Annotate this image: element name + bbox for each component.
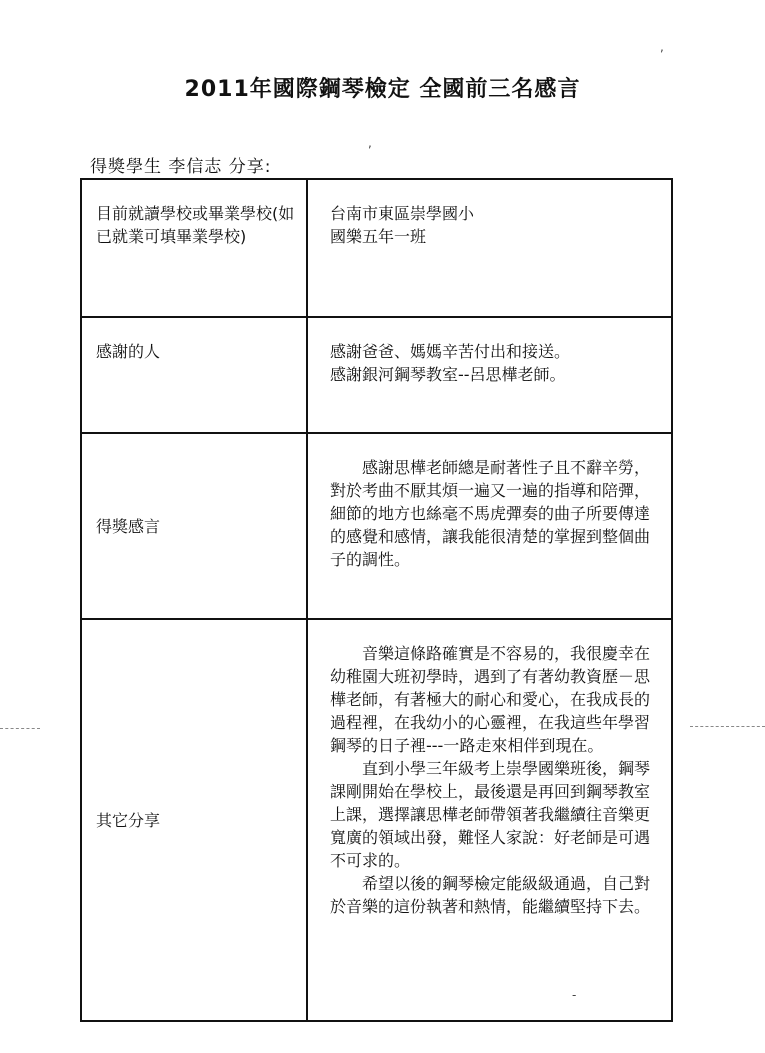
school-value <box>307 179 672 317</box>
thanks-line: 感謝爸爸、媽媽辛苦付出和接送。 <box>330 342 571 361</box>
page-title: 2011年國際鋼琴檢定 全國前三名感言 <box>184 77 581 102</box>
table-row <box>81 317 672 433</box>
sharer-line: 得獎學生 李信志 分享: <box>90 157 272 177</box>
other-label: 其它分享 <box>81 619 307 1021</box>
thanks-line: 感謝銀河鋼琴教室--呂思樺老師。 <box>330 365 566 384</box>
scan-speck: - <box>572 988 577 1002</box>
other-paragraph: 音樂這條路確實是不容易的，我很慶幸在幼稚園大班初學時，遇到了有著幼教資歷－思樺老師，有著極大的耐心和愛心，在我成長的過程裡，在我幼小的心靈裡，在我這些年學習鋼琴的日子裡---一路走來相伴到現在。 <box>330 644 651 755</box>
info-table <box>80 178 673 1022</box>
scan-dash-right <box>690 726 765 727</box>
remarks-value <box>307 433 672 619</box>
remarks-label: 得獎感言 <box>81 433 307 619</box>
table-row <box>81 433 672 619</box>
school-label: 目前就讀學校或畢業學校(如已就業可填畢業學校) <box>81 179 307 317</box>
school-line: 國樂五年一班 <box>330 227 427 246</box>
other-value <box>307 619 672 1021</box>
scan-speck: , <box>660 40 664 54</box>
school-line: 台南市東區崇學國小 <box>330 204 475 223</box>
other-paragraph: 直到小學三年級考上崇學國樂班後，鋼琴課剛開始在學校上，最後還是再回到鋼琴教室上課，選擇讓思樺老師帶領著我繼續往音樂更寬廣的領域出發，難怪人家說：好老師是可遇不可求的。 <box>330 759 651 870</box>
other-paragraph: 希望以後的鋼琴檢定能級級通過，自己對於音樂的這份執著和熱情，能繼續堅持下去。 <box>330 874 651 916</box>
thanks-value <box>307 317 672 433</box>
thanks-label: 感謝的人 <box>81 317 307 433</box>
table-row <box>81 619 672 1021</box>
scan-dash-left <box>0 728 40 729</box>
remarks-paragraph: 感謝思樺老師總是耐著性子且不辭辛勞，對於考曲不厭其煩一遍又一遍的指導和陪彈，細節的地方也絲毫不馬虎彈奏的曲子所要傳達的感覺和感情，讓我能很清楚的掌握到整個曲子的調性。 <box>330 458 651 569</box>
scan-speck: , <box>368 136 372 150</box>
table-row <box>81 179 672 317</box>
